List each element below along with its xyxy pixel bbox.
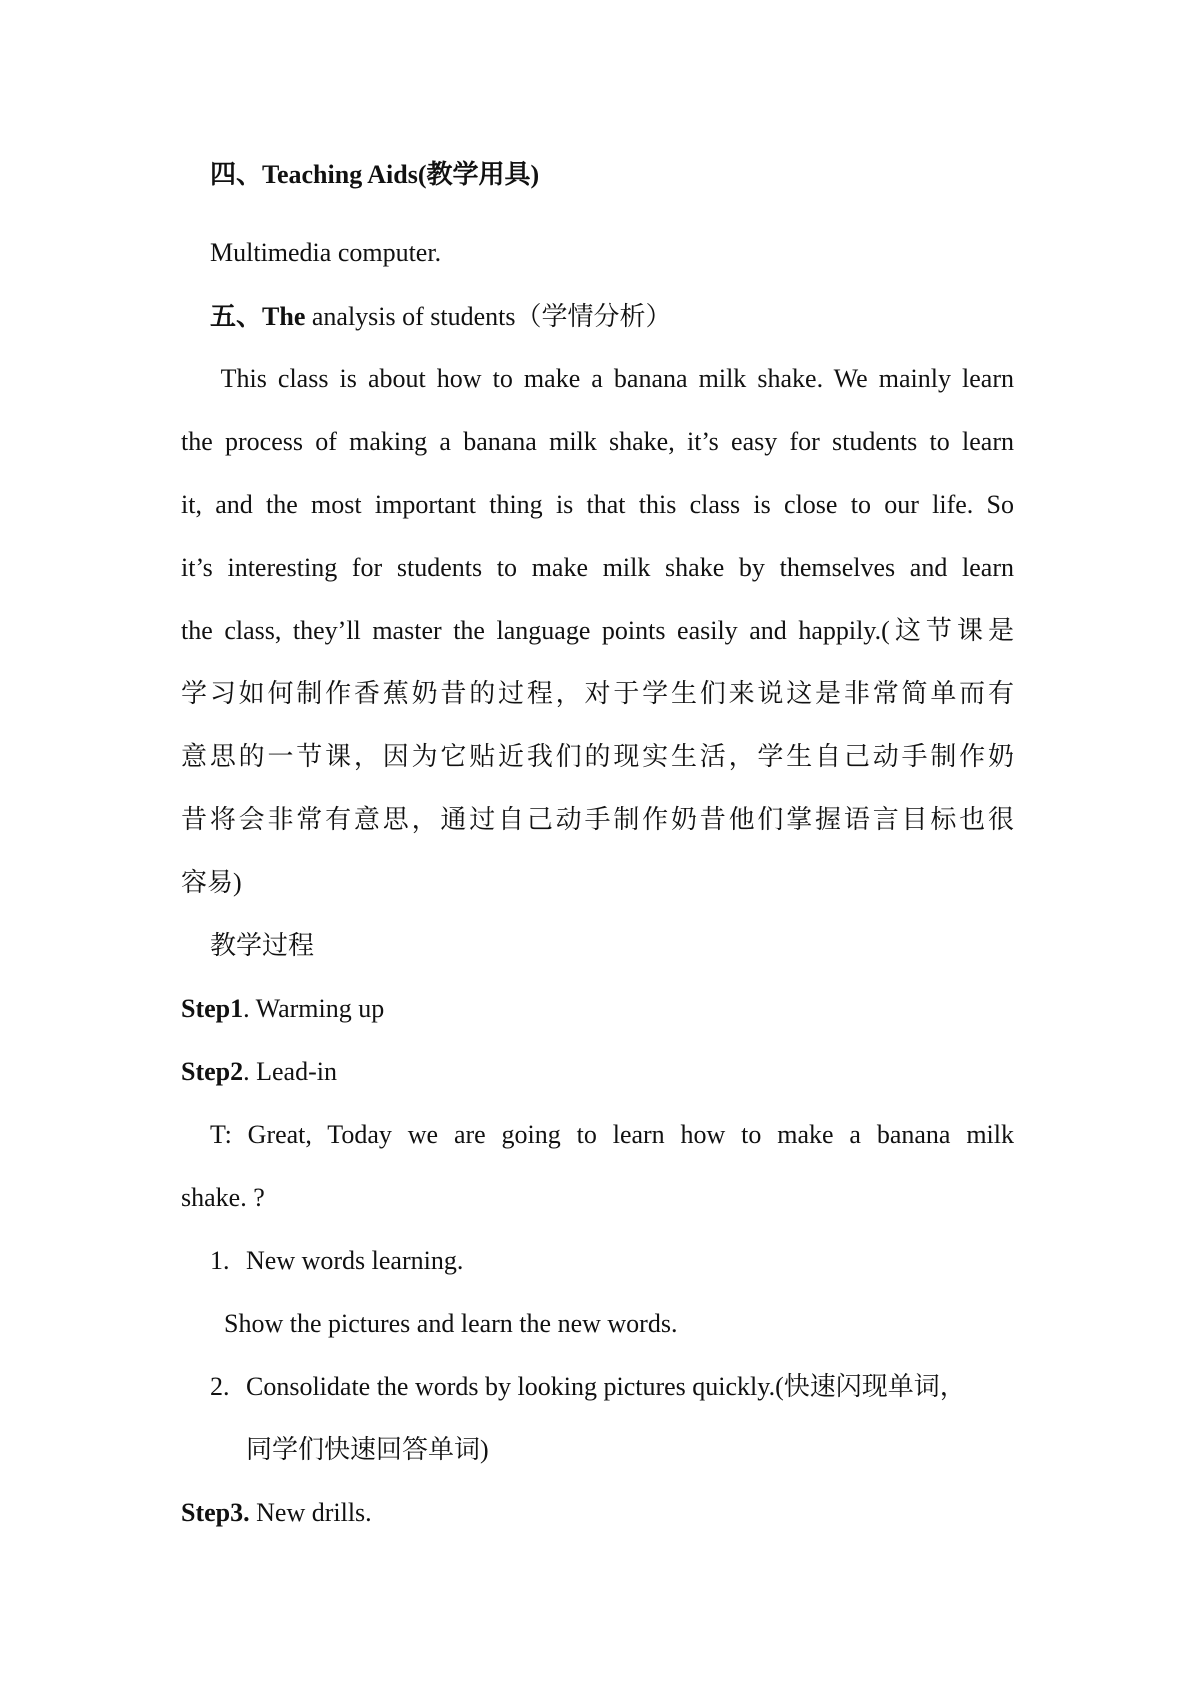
step2 xyxy=(181,1055,337,1089)
list-number: 1. xyxy=(210,1246,230,1275)
heading-close: ) xyxy=(530,160,540,189)
list-item-1-sub: Show the pictures and learn the new words. xyxy=(224,1309,678,1338)
analysis-paragraph-line: This class is about how to make a banana milk shake. We mainly learn xyxy=(210,364,1014,393)
teaching-process-title: 教学过程 xyxy=(210,931,315,960)
analysis-heading xyxy=(210,300,672,334)
list-item-2-cont: 同学们快速回答单词) xyxy=(246,1435,489,1464)
analysis-paragraph-line: it, and the most important thing is that this class is close to our life. So xyxy=(181,490,1014,519)
heading-cn: 教学用具 xyxy=(426,160,531,189)
step-label: Step3. xyxy=(181,1498,250,1527)
heading-text: Teaching Aids( xyxy=(262,160,427,189)
analysis-paragraph-line: 容易) xyxy=(181,868,242,897)
heading-bold: The xyxy=(262,302,306,331)
step3 xyxy=(181,1496,372,1530)
analysis-paragraph-line: 学习如何制作香蕉奶昔的过程，对于学生们来说这是非常简单而有 xyxy=(181,679,1014,708)
heading-rest: analysis of students xyxy=(305,302,516,331)
list-item-1-text: New words learning. xyxy=(246,1246,464,1275)
section-number: 五、 xyxy=(210,302,263,331)
analysis-paragraph-line: 昔将会非常有意思，通过自己动手制作奶昔他们掌握语言目标也很 xyxy=(181,805,1014,834)
list-item-2-text: Consolidate the words by looking pictures quickly.(快速闪现单词， xyxy=(246,1372,966,1401)
step-label: Step2 xyxy=(181,1057,244,1086)
step-text: New drills. xyxy=(249,1498,372,1527)
analysis-paragraph-line: 意思的一节课，因为它贴近我们的现实生活，学生自己动手制作奶 xyxy=(181,742,1014,771)
list-number: 2. xyxy=(210,1372,230,1401)
step-text: . Warming up xyxy=(243,994,385,1023)
section-number: 四、 xyxy=(210,160,263,189)
heading-cn: （学情分析） xyxy=(515,302,672,331)
teacher-line: T: Great, Today we are going to learn how to make a banana milk xyxy=(210,1120,1014,1149)
analysis-paragraph-line: the class, they’ll master the language points easily and happily.(这节课是 xyxy=(181,616,1014,645)
list-item-1 xyxy=(210,1244,230,1278)
step-text: . Lead-in xyxy=(243,1057,337,1086)
analysis-paragraph-line: the process of making a banana milk shake, it’s easy for students to learn xyxy=(181,427,1014,456)
teacher-line: shake. ? xyxy=(181,1183,265,1212)
step1 xyxy=(181,992,384,1026)
list-item-2 xyxy=(210,1370,230,1404)
step-label: Step1 xyxy=(181,994,244,1023)
teaching-aids-body: Multimedia computer. xyxy=(210,238,442,267)
analysis-paragraph-line: it’s interesting for students to make milk shake by themselves and learn xyxy=(181,553,1014,582)
teaching-aids-heading xyxy=(210,158,539,192)
